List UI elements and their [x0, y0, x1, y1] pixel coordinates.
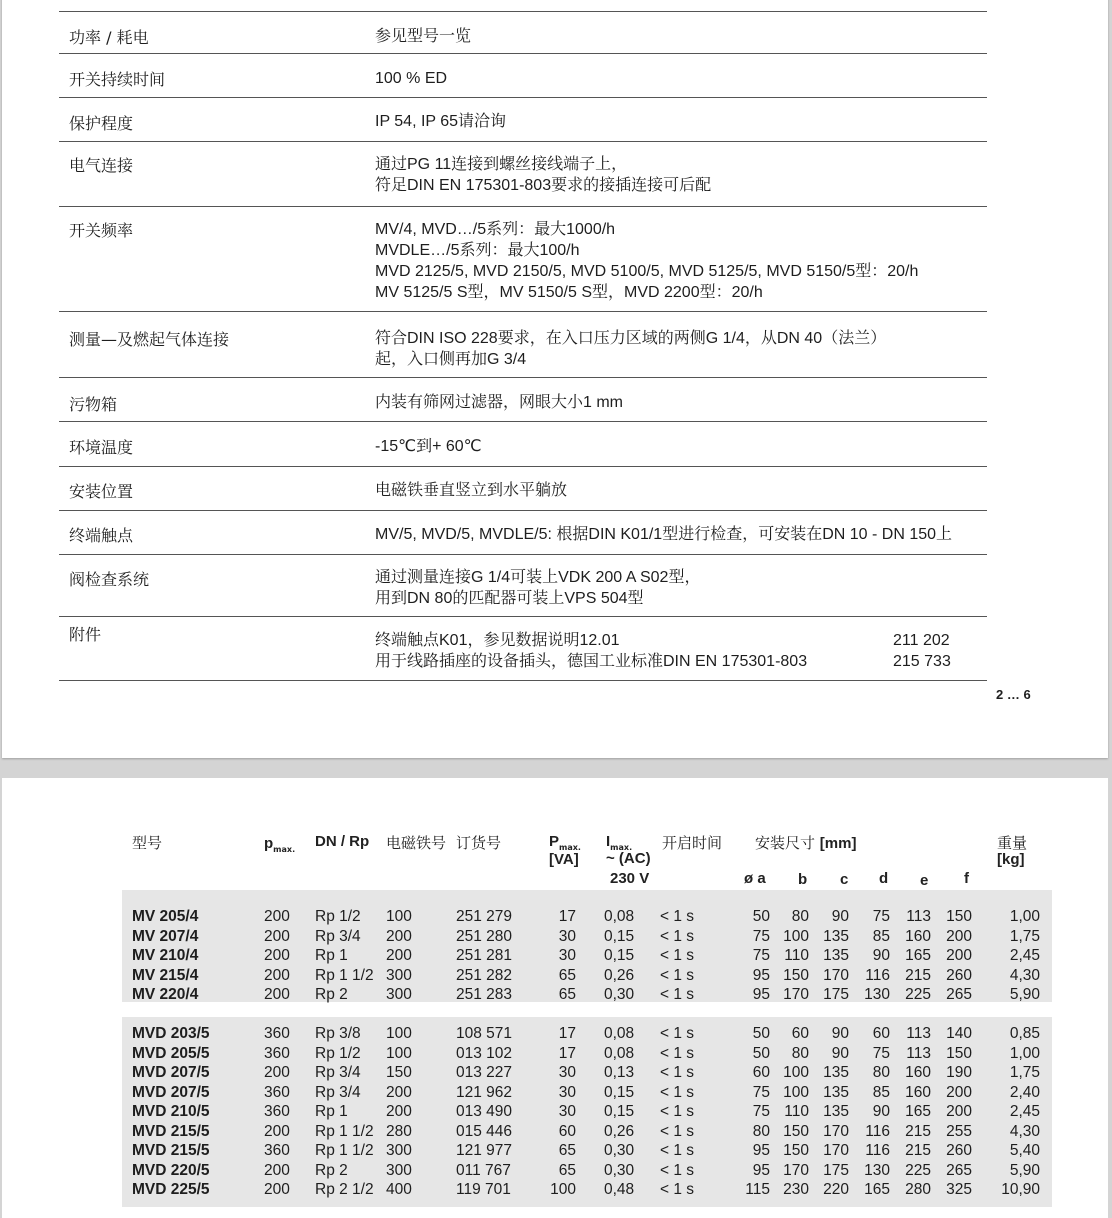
header-dim-d: d	[879, 870, 889, 887]
magnet-number: 200	[386, 1083, 412, 1101]
dim-c: 170	[823, 966, 849, 984]
dim-a: 50	[752, 908, 770, 925]
dim-c: 220	[823, 1181, 849, 1198]
magnet-number: 200	[386, 947, 412, 964]
dim-b: 100	[783, 1064, 809, 1081]
order-number: 251 283	[456, 986, 513, 1003]
header-model: 型号	[132, 834, 163, 852]
dim-d: 90	[872, 1103, 890, 1120]
current-value: 0,15	[604, 947, 635, 964]
magnet-number: 100	[386, 908, 412, 925]
power-value: 65	[558, 966, 576, 984]
dim-e: 165	[905, 1103, 931, 1120]
spec-value: -15℃到+ 60℃	[375, 438, 482, 455]
power-value: 17	[558, 1025, 576, 1042]
dim-a: 95	[752, 966, 770, 984]
power-value: 100	[550, 1181, 576, 1198]
magnet-number: 400	[386, 1181, 412, 1198]
model-name: MVD 207/5	[132, 1083, 210, 1101]
dim-e: 165	[905, 947, 931, 964]
open-time: < 1 s	[660, 927, 695, 945]
header-current-ac: ~ (AC)	[606, 850, 651, 867]
model-name: MVD 215/5	[132, 1122, 210, 1140]
dim-a: 50	[752, 1025, 770, 1042]
order-number: 119 701	[456, 1181, 511, 1198]
model-name: MV 205/4	[132, 908, 199, 925]
dim-f: 150	[946, 908, 972, 925]
dim-d: 116	[865, 1122, 890, 1140]
model-name: MVD 207/5	[132, 1064, 210, 1081]
dim-b: 230	[783, 1181, 809, 1198]
weight-value: 5,90	[1009, 986, 1040, 1003]
power-value: 30	[558, 927, 576, 945]
dim-c: 90	[831, 908, 849, 925]
spec-value: 通过PG 11连接到螺丝接线端子上， 符足DIN EN 175301-803要求的接插连接可后配	[375, 156, 712, 194]
dim-b: 110	[784, 947, 809, 964]
spec-value: 电磁铁垂直竖立到水平躺放	[375, 482, 568, 499]
dim-d: 130	[864, 986, 890, 1003]
spec-row-top	[59, 0, 987, 12]
spec-label: 开关频率	[69, 221, 134, 240]
magnet-number: 300	[386, 986, 412, 1003]
magnet-number: 300	[386, 1142, 412, 1159]
model-name: MV 215/4	[132, 966, 199, 984]
power-value: 65	[558, 1142, 576, 1159]
current-value: 0,48	[604, 1181, 635, 1198]
spec-label: 污物箱	[69, 395, 118, 414]
power-value: 60	[558, 1122, 576, 1140]
dn-value: Rp 1 1/2	[315, 1122, 374, 1140]
current-value: 0,30	[604, 1161, 635, 1179]
order-number: 121 977	[456, 1142, 513, 1159]
power-value: 30	[558, 947, 576, 964]
current-value: 0,13	[604, 1064, 635, 1081]
spec-value: 符合DIN ISO 228要求，在入口压力区域的两侧G 1/4，从DN 40（法兰） 起，入口侧再加G 3/4	[375, 330, 887, 368]
model-name: MV 210/4	[132, 947, 199, 964]
dn-value: Rp 3/4	[315, 1083, 361, 1101]
weight-value: 10,90	[1001, 1181, 1040, 1198]
spec-value: IP 54, IP 65请洽询	[375, 113, 507, 130]
power-value: 17	[558, 908, 576, 925]
model-name: MVD 203/5	[132, 1025, 210, 1042]
order-number: 015 446	[456, 1122, 513, 1140]
header-open-time: 开启时间	[662, 834, 723, 852]
dim-d: 85	[872, 1083, 890, 1101]
dim-e: 160	[905, 1064, 931, 1081]
weight-value: 2,40	[1009, 1083, 1040, 1101]
dim-b: 80	[791, 1044, 809, 1062]
dim-e: 215	[905, 1142, 931, 1159]
dim-b: 150	[783, 1122, 809, 1140]
spec-value: 参见型号一览	[375, 28, 472, 45]
magnet-number: 280	[386, 1122, 412, 1140]
dim-d: 116	[865, 1142, 890, 1159]
current-value: 0,26	[604, 966, 635, 984]
spec-label: 终端触点	[69, 526, 134, 545]
pmax-value: 360	[264, 1025, 290, 1042]
order-number: 211 202	[893, 632, 950, 649]
current-value: 0,15	[604, 927, 635, 945]
spec-value: 通过测量连接G 1/4可装上VDK 200 A S02型， 用到DN 80的匹配器可装上VPS 504型	[375, 569, 701, 607]
pmax-value: 360	[264, 1083, 290, 1101]
dim-c: 135	[823, 1083, 849, 1101]
power-value: 30	[558, 1064, 576, 1081]
order-number: 251 279	[456, 908, 513, 925]
order-number: 251 282	[456, 966, 513, 984]
header-current: $I_{max.}$	[606, 833, 633, 852]
model-name: MVD 215/5	[132, 1142, 210, 1159]
spec-row	[59, 12, 987, 54]
spec-value: 内装有筛网过滤器，网眼大小1 mm	[375, 394, 624, 411]
dim-c: 135	[823, 927, 849, 945]
weight-value: 1,00	[1009, 908, 1040, 925]
spec-row	[59, 99, 987, 142]
spec-label: 安装位置	[69, 482, 134, 501]
order-number: 251 281	[456, 947, 513, 964]
model-name: MV 207/4	[132, 927, 199, 945]
dim-c: 135	[823, 1064, 849, 1081]
power-value: 65	[558, 986, 576, 1003]
spec-value: MV/4, MVD…/5系列：最大1000/h MVDLE…/5系列：最大100/h MVD 2125/5, MVD 2150/5, MVD 5100/5, MVD 5125/5, MVD 5150/5型：20/h MV 5125/5 S型，MV 5150/5 S型，MVD 2200型：20/h	[375, 221, 919, 301]
magnet-number: 300	[386, 966, 412, 984]
header-dim-a: ø a	[744, 870, 766, 887]
dn-value: Rp 2	[315, 1161, 348, 1179]
dim-d: 165	[864, 1181, 890, 1198]
dn-value: Rp 1 1/2	[315, 1142, 374, 1159]
dim-d: 80	[872, 1064, 890, 1081]
dim-c: 135	[823, 947, 849, 964]
model-name: MVD 205/5	[132, 1044, 210, 1062]
header-order: 订货号	[456, 834, 502, 852]
current-value: 0,30	[604, 986, 635, 1003]
dim-f: 265	[946, 986, 972, 1003]
header-dims: 安装尺寸 [mm]	[755, 834, 857, 852]
spec-row	[59, 55, 987, 98]
magnet-number: 100	[386, 1044, 412, 1062]
header-weight-unit: [kg]	[997, 851, 1025, 868]
order-number: 013 490	[456, 1103, 513, 1120]
dim-d: 60	[872, 1025, 890, 1042]
header-power-unit: [VA]	[549, 851, 579, 868]
dim-b: 60	[791, 1025, 809, 1042]
dn-value: Rp 3/4	[315, 927, 361, 945]
dn-value: Rp 2 1/2	[315, 1181, 374, 1198]
spec-row	[59, 556, 987, 617]
dim-d: 85	[872, 927, 890, 945]
dim-f: 150	[946, 1044, 972, 1062]
dim-e: 280	[905, 1181, 931, 1198]
spec-label: 阀检查系统	[69, 570, 150, 589]
dim-c: 175	[823, 1161, 849, 1179]
dim-a: 75	[752, 947, 770, 964]
current-value: 0,08	[604, 1025, 635, 1042]
dim-a: 95	[752, 1142, 770, 1159]
dim-c: 135	[823, 1103, 849, 1120]
dim-f: 140	[946, 1025, 972, 1042]
pmax-value: 200	[264, 1064, 290, 1081]
order-number: 215 733	[893, 653, 951, 670]
dim-a: 95	[752, 1161, 770, 1179]
dim-f: 200	[946, 1103, 972, 1120]
dim-e: 113	[906, 908, 931, 925]
dim-e: 225	[905, 986, 931, 1003]
dim-c: 175	[823, 986, 849, 1003]
dim-c: 170	[823, 1122, 849, 1140]
dim-f: 260	[946, 966, 972, 984]
power-value: 30	[558, 1103, 576, 1120]
weight-value: 4,30	[1009, 1122, 1040, 1140]
order-number: 013 227	[456, 1064, 513, 1081]
power-value: 30	[558, 1083, 576, 1101]
pmax-value: 200	[264, 1161, 290, 1179]
weight-value: 2,45	[1009, 1103, 1040, 1120]
dim-b: 110	[784, 1103, 809, 1120]
dim-a: 80	[752, 1122, 770, 1140]
current-value: 0,08	[604, 1044, 635, 1062]
header-current-volt: 230 V	[610, 870, 650, 887]
spec-label: 开关持续时间	[69, 70, 166, 89]
open-time: < 1 s	[660, 966, 695, 984]
magnet-number: 200	[386, 927, 412, 945]
spec-value: 终端触点K01，参见数据说明12.01 用于线路插座的设备插头，德国工业标准DIN EN 175301-803	[375, 632, 808, 670]
header-dim-c: c	[840, 871, 849, 888]
weight-value: 2,45	[1009, 947, 1040, 964]
dim-a: 75	[752, 927, 770, 945]
dim-b: 100	[783, 927, 809, 945]
magnet-number: 200	[386, 1103, 412, 1120]
order-number: 108 571	[456, 1025, 513, 1042]
dn-value: Rp 1/2	[315, 908, 361, 925]
pmax-value: 200	[264, 927, 290, 945]
magnet-number: 150	[386, 1064, 412, 1081]
spec-row	[59, 423, 987, 467]
magnet-number: 300	[386, 1161, 412, 1179]
open-time: < 1 s	[660, 1025, 695, 1042]
dim-c: 90	[831, 1025, 849, 1042]
open-time: < 1 s	[660, 1044, 695, 1062]
dim-a: 75	[752, 1083, 770, 1101]
pmax-value: 200	[264, 986, 290, 1003]
open-time: < 1 s	[660, 1122, 695, 1140]
spec-row	[59, 468, 987, 511]
header-pmax: $p_{max.}$	[264, 835, 296, 854]
pmax-value: 200	[264, 908, 290, 925]
dim-a: 75	[752, 1103, 770, 1120]
dim-e: 160	[905, 1083, 931, 1101]
dim-b: 100	[783, 1083, 809, 1101]
order-number: 011 767	[456, 1161, 511, 1179]
dim-c: 170	[823, 1142, 849, 1159]
dim-c: 90	[831, 1044, 849, 1062]
open-time: < 1 s	[660, 1142, 695, 1159]
weight-value: 1,75	[1009, 1064, 1040, 1081]
dn-value: Rp 3/4	[315, 1064, 361, 1081]
open-time: < 1 s	[660, 947, 695, 964]
dn-value: Rp 1	[315, 1103, 348, 1120]
dim-e: 113	[906, 1025, 931, 1042]
model-name: MVD 220/5	[132, 1161, 210, 1179]
spec-row	[59, 618, 987, 681]
dim-f: 200	[946, 1083, 972, 1101]
dim-a: 115	[745, 1181, 770, 1198]
current-value: 0,30	[604, 1142, 635, 1159]
spec-label: 功率 / 耗电	[69, 28, 149, 47]
open-time: < 1 s	[660, 1064, 695, 1081]
header-weight: 重量	[997, 834, 1028, 852]
dn-value: Rp 3/8	[315, 1025, 361, 1042]
current-value: 0,08	[604, 908, 635, 925]
open-time: < 1 s	[660, 1103, 695, 1120]
dim-a: 50	[752, 1044, 770, 1062]
header-dim-b: b	[798, 871, 808, 888]
dim-e: 225	[905, 1161, 931, 1179]
current-value: 0,15	[604, 1103, 635, 1120]
order-number: 121 962	[456, 1083, 513, 1101]
pmax-value: 200	[264, 1181, 290, 1198]
dn-value: Rp 1	[315, 947, 348, 964]
dim-b: 80	[791, 908, 809, 925]
header-dim-e: e	[920, 872, 929, 889]
current-value: 0,26	[604, 1122, 635, 1140]
pmax-value: 200	[264, 947, 290, 964]
model-name: MVD 210/5	[132, 1103, 210, 1120]
pmax-value: 360	[264, 1044, 290, 1062]
dim-a: 60	[752, 1064, 770, 1081]
open-time: < 1 s	[660, 1083, 695, 1101]
open-time: < 1 s	[660, 1181, 695, 1198]
dim-f: 190	[946, 1064, 972, 1081]
spec-row	[59, 208, 987, 312]
pmax-value: 200	[264, 1122, 290, 1140]
spec-row	[59, 379, 987, 422]
spec-row	[59, 143, 987, 207]
power-value: 17	[558, 1044, 576, 1062]
header-dn: DN / Rp	[315, 833, 370, 850]
dim-f: 325	[946, 1181, 972, 1198]
weight-value: 0,85	[1009, 1025, 1040, 1042]
spec-label: 电气连接	[69, 156, 134, 175]
dim-b: 150	[783, 1142, 809, 1159]
dim-f: 200	[946, 927, 972, 945]
dim-f: 255	[946, 1122, 972, 1140]
dim-b: 150	[783, 966, 809, 984]
weight-value: 5,40	[1009, 1142, 1040, 1159]
order-number: 251 280	[456, 927, 513, 945]
dim-d: 75	[872, 1044, 890, 1062]
dim-d: 90	[872, 947, 890, 964]
open-time: < 1 s	[660, 1161, 695, 1179]
model-name: MV 220/4	[132, 986, 199, 1003]
dim-f: 200	[946, 947, 972, 964]
dim-e: 215	[905, 966, 931, 984]
power-value: 65	[558, 1161, 576, 1179]
spec-value: MV/5, MVD/5, MVDLE/5: 根据DIN K01/1型进行检查，可安装在DN 10 - DN 150上	[375, 526, 953, 543]
dim-b: 170	[783, 1161, 809, 1179]
dim-e: 113	[906, 1044, 931, 1062]
magnet-number: 100	[386, 1025, 412, 1042]
dn-value: Rp 1/2	[315, 1044, 361, 1062]
dn-value: Rp 2	[315, 986, 348, 1003]
spec-label: 环境温度	[69, 438, 134, 457]
spec-page	[2, 0, 1108, 758]
model-table-page	[2, 778, 1108, 1218]
spec-label: 保护程度	[69, 114, 134, 133]
open-time: < 1 s	[660, 986, 695, 1003]
weight-value: 5,90	[1009, 1161, 1040, 1179]
header-dim-f: f	[964, 870, 969, 887]
page-number: 2 … 6	[996, 687, 1031, 702]
current-value: 0,15	[604, 1083, 635, 1101]
dim-f: 265	[946, 1161, 972, 1179]
dim-e: 215	[905, 1122, 931, 1140]
model-name: MVD 225/5	[132, 1181, 210, 1198]
weight-value: 1,75	[1009, 927, 1040, 945]
weight-value: 1,00	[1009, 1044, 1040, 1062]
weight-value: 4,30	[1009, 966, 1040, 984]
order-number: 013 102	[456, 1044, 513, 1062]
dim-d: 75	[872, 908, 890, 925]
dim-e: 160	[905, 927, 931, 945]
spec-label: 附件	[69, 625, 102, 644]
header-power: $P_{max.}$	[549, 833, 581, 852]
header-magnet: 电磁铁号	[386, 834, 447, 852]
spec-value: 100 % ED	[375, 70, 448, 87]
dn-value: Rp 1 1/2	[315, 966, 374, 984]
spec-row	[59, 313, 987, 378]
open-time: < 1 s	[660, 908, 695, 925]
dim-a: 95	[752, 986, 770, 1003]
dim-f: 260	[946, 1142, 972, 1159]
dim-d: 130	[864, 1161, 890, 1179]
dim-d: 116	[865, 966, 890, 984]
spec-label: 测量—及燃起气体连接	[69, 330, 230, 349]
dim-b: 170	[783, 986, 809, 1003]
pmax-value: 200	[264, 966, 290, 984]
spec-row	[59, 512, 987, 555]
pmax-value: 360	[264, 1142, 290, 1159]
pmax-value: 360	[264, 1103, 290, 1120]
